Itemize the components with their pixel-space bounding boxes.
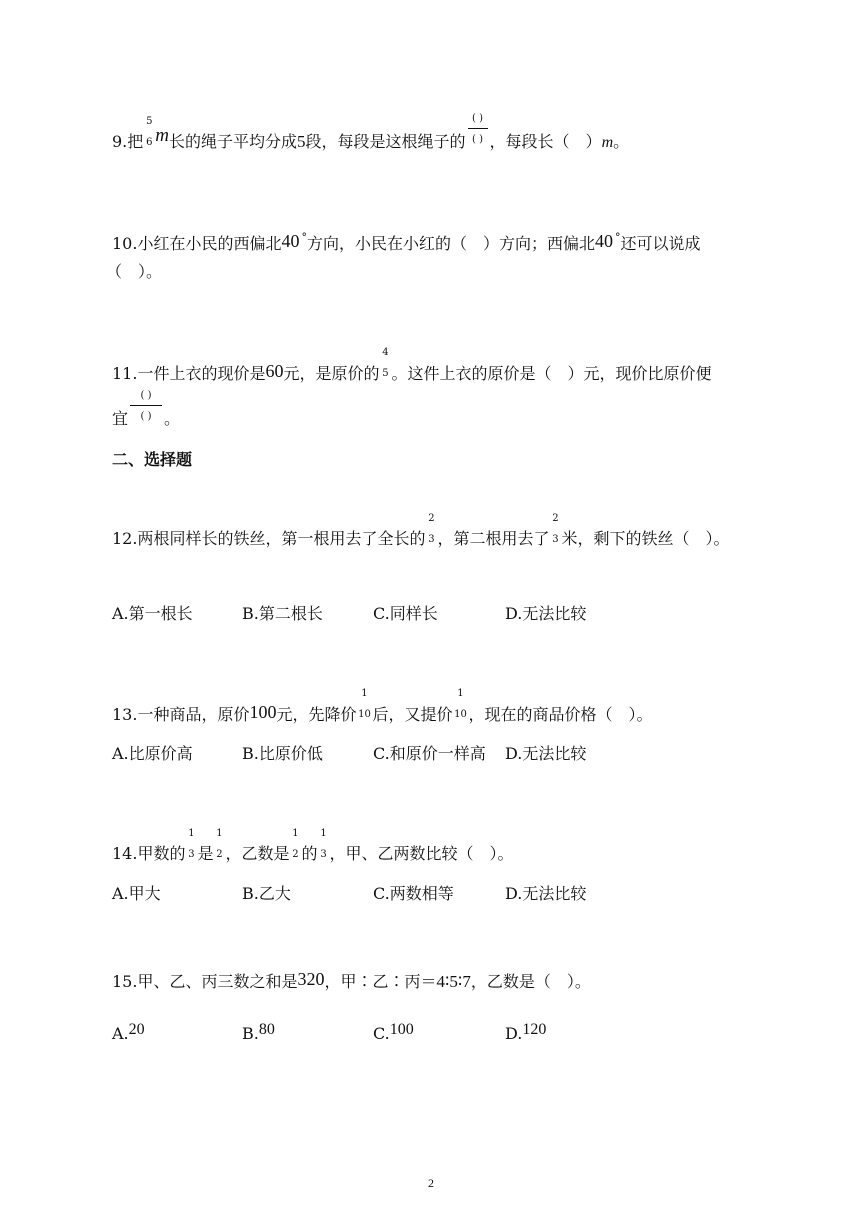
question-10-line2: （ ）。 xyxy=(106,262,163,281)
question-11-line2: 宜 ( ) ( ) 。 xyxy=(112,390,181,428)
q15-option-c: C.100 xyxy=(373,1021,414,1043)
q14-fraction-1: 1 3 xyxy=(188,828,195,860)
q14-fraction-4: 1 3 xyxy=(320,828,327,860)
q13-option-d: D.无法比较 xyxy=(505,744,587,763)
question-13: 13.一种商品，原价100元，先降价 1 10 后，又提价 1 10 ，现在的商品价格（ ）。 xyxy=(112,688,653,724)
q11-fraction: 4 5 xyxy=(382,347,389,379)
question-9: 9.把 5 6 m长的绳子平均分成5段，每段是这根绳子的 ( ) ( ) ，每段长（ ）m。 xyxy=(112,113,630,151)
q13-option-b: B.比原价低 xyxy=(242,744,323,763)
q11-blank-fraction: ( ) ( ) xyxy=(129,409,163,429)
q14-option-a: A.甲大 xyxy=(112,884,161,903)
q9-blank-fraction: ( ) ( ) xyxy=(467,132,489,152)
q14-fraction-3: 1 2 xyxy=(292,828,299,860)
q12-fraction-2: 2 3 xyxy=(552,513,559,545)
q15-option-d: D.120 xyxy=(505,1021,547,1043)
q14-fraction-2: 1 2 xyxy=(216,828,223,860)
page-number: 2 xyxy=(428,1176,434,1190)
q9-lead: 9.把 xyxy=(112,132,144,151)
q14-option-b: B.乙大 xyxy=(242,884,291,903)
q12-option-a: A.第一根长 xyxy=(112,604,193,623)
question-12: 12.两根同样长的铁丝，第一根用去了全长的 2 3 ，第二根用去了 2 3 米，剩下的铁丝（ ）。 xyxy=(112,513,730,548)
q9-unit: m xyxy=(155,125,170,146)
q13-option-c: C.和原价一样高 xyxy=(373,744,486,763)
q14-option-d: D.无法比较 xyxy=(505,884,587,903)
question-15: 15.甲、乙、丙三数之和是320，甲∶乙∶丙＝4∶5∶7，乙数是（ ）。 xyxy=(112,969,591,991)
q12-fraction-1: 2 3 xyxy=(428,513,435,545)
q13-fraction-2: 1 10 xyxy=(454,688,467,720)
question-14: 14.甲数的 1 3 是 1 2 ，乙数是 1 2 的 1 3 ，甲、乙两数比较（ ）。 xyxy=(112,828,514,863)
q9-fraction: 5 6 xyxy=(146,116,153,148)
q13-option-a: A.比原价高 xyxy=(112,744,193,763)
section-heading: 二、选择题 xyxy=(112,450,193,469)
question-11: 11.一件上衣的现价是60元，是原价的 4 5 。这件上衣的原价是（ ）元，现价比原价便 xyxy=(112,347,712,383)
question-10: 10.小红在小民的西偏北40 °方向，小民在小红的（ ）方向；西偏北40 °还可以说成 xyxy=(112,231,701,253)
q15-option-b: B.80 xyxy=(242,1021,275,1043)
q12-option-b: B.第二根长 xyxy=(242,604,323,623)
q13-fraction-1: 1 10 xyxy=(358,688,371,720)
q14-option-c: C.两数相等 xyxy=(373,884,454,903)
q12-option-c: C.同样长 xyxy=(373,604,438,623)
q12-option-d: D.无法比较 xyxy=(505,604,587,623)
q15-option-a: A.20 xyxy=(112,1021,145,1043)
